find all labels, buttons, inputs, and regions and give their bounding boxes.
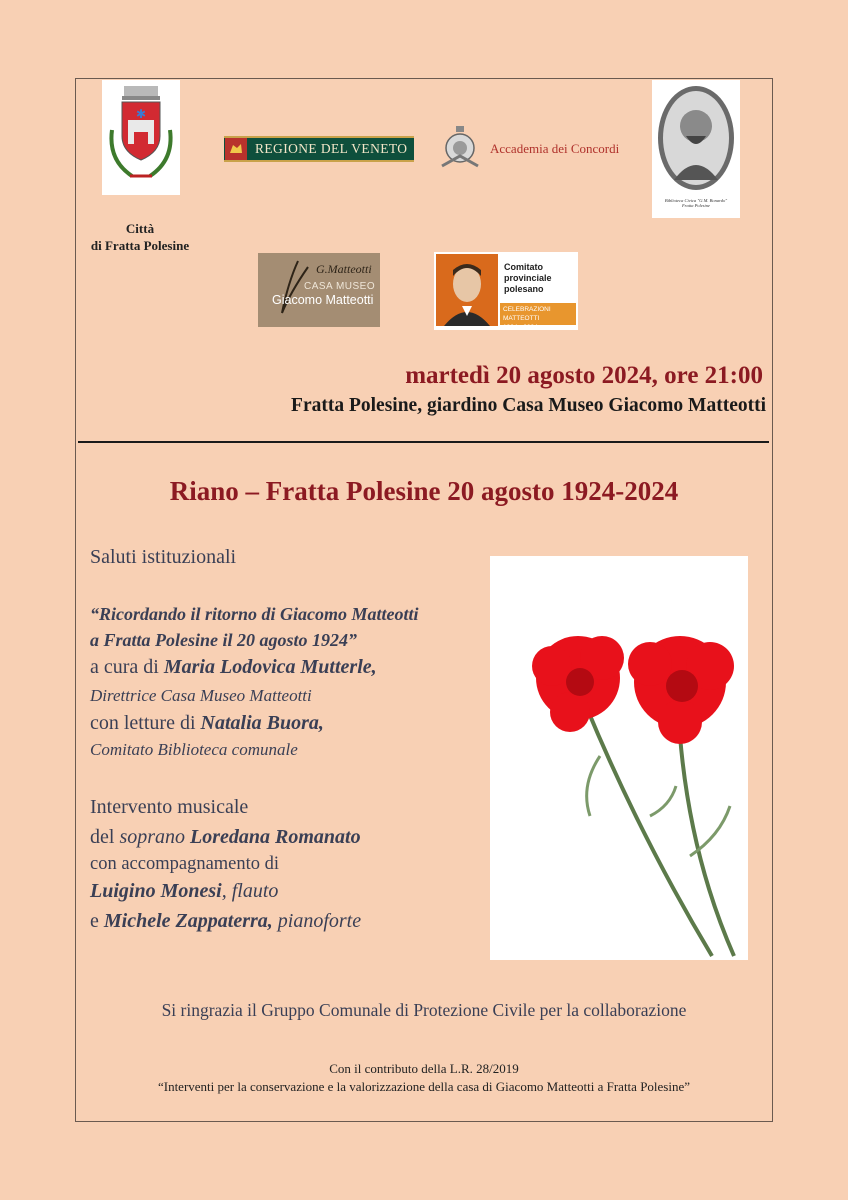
comitato-logo	[434, 252, 578, 330]
portrait-engraving	[652, 80, 740, 218]
letture-name: Natalia Buora,	[200, 712, 324, 734]
contrib-line2: “Interventi per la conservazione e la valorizzazione della casa di Giacomo Matteotti a Fratta Polesine”	[157, 1079, 691, 1094]
portrait-caption-line2: Fratta Polesine	[681, 203, 711, 208]
cura-role: Direttrice Casa Museo Matteotti	[90, 686, 312, 705]
matteotti-photo	[436, 254, 498, 326]
piano-name: Michele Zappaterra,	[103, 910, 273, 932]
casa-museo-logo	[258, 253, 380, 327]
svg-text:✱: ✱	[135, 107, 147, 121]
letture-prefix: con letture di	[90, 712, 201, 734]
comitato-line3: polesano	[504, 284, 544, 294]
casa-museo-line2: Giacomo Matteotti	[272, 293, 374, 307]
regione-text: REGIONE DEL VENETO	[255, 141, 408, 156]
accademia-emblem-icon	[436, 122, 484, 176]
accademia-logo	[436, 122, 626, 176]
quote-line1: “Ricordando il ritorno di Giacomo Matteotti	[90, 604, 419, 624]
soprano-word: soprano	[119, 826, 191, 848]
piano-instr: pianoforte	[272, 910, 362, 932]
flauto-name: Luigino Monesi	[90, 880, 222, 902]
comitato-line1: Comitato	[504, 262, 543, 272]
divider	[78, 441, 769, 443]
event-place: Fratta Polesine, giardino Casa Museo Giacomo Matteotti	[291, 395, 766, 416]
flauto-line	[90, 880, 278, 903]
city-crest-logo	[102, 80, 180, 195]
intervento-line: Intervento musicale	[90, 796, 249, 818]
signature-text: G.Matteotti	[316, 262, 372, 276]
lion-icon	[225, 138, 247, 160]
portrait-caption-line1: Biblioteca Civica "G.M. Bonardo"	[664, 198, 728, 203]
cura-line	[90, 656, 377, 679]
saluti-line: Saluti istituzionali	[90, 546, 237, 568]
piano-prefix: e	[90, 910, 104, 932]
flauto-instr: , flauto	[221, 880, 279, 902]
event-date: martedì 20 agosto 2024, ore 21:00	[405, 362, 763, 389]
contrib-line1: Con il contributo della L.R. 28/2019	[329, 1061, 519, 1076]
accomp-line: con accompagnamento di	[90, 854, 280, 874]
soprano-line	[90, 826, 361, 849]
piano-line	[90, 910, 361, 933]
letture-line	[90, 712, 324, 735]
soprano-name: Loredana Romanato	[190, 826, 361, 848]
comitato-band-line1: CELEBRAZIONI MATTEOTTI	[503, 306, 551, 322]
city-label	[70, 220, 210, 254]
quote-line2: a Fratta Polesine il 20 agosto 1924”	[90, 630, 358, 650]
event-title: Riano – Fratta Polesine 20 agosto 1924-2024	[169, 476, 679, 506]
accademia-text: Accademia dei Concordi	[490, 141, 620, 156]
regione-veneto-logo	[224, 136, 414, 162]
cura-name: Maria Lodovica Mutterle,	[163, 656, 377, 678]
carnations-image	[490, 556, 748, 960]
contribution-note	[76, 1060, 772, 1096]
city-label-line1: Città	[125, 221, 155, 236]
comitato-band-line2: 1924 - 2024	[503, 324, 538, 331]
letture-role: Comitato Biblioteca comunale	[90, 740, 298, 759]
thanks-line: Si ringrazia il Gruppo Comunale di Protezione Civile per la collaborazione	[161, 1000, 687, 1020]
comitato-line2: provinciale	[504, 273, 552, 283]
casa-museo-line1: CASA MUSEO	[304, 281, 376, 292]
cura-prefix: a cura di	[90, 656, 164, 678]
comitato-band	[500, 303, 576, 331]
city-label-line2: di Fratta Polesine	[90, 238, 190, 253]
soprano-prefix: del	[90, 826, 120, 848]
